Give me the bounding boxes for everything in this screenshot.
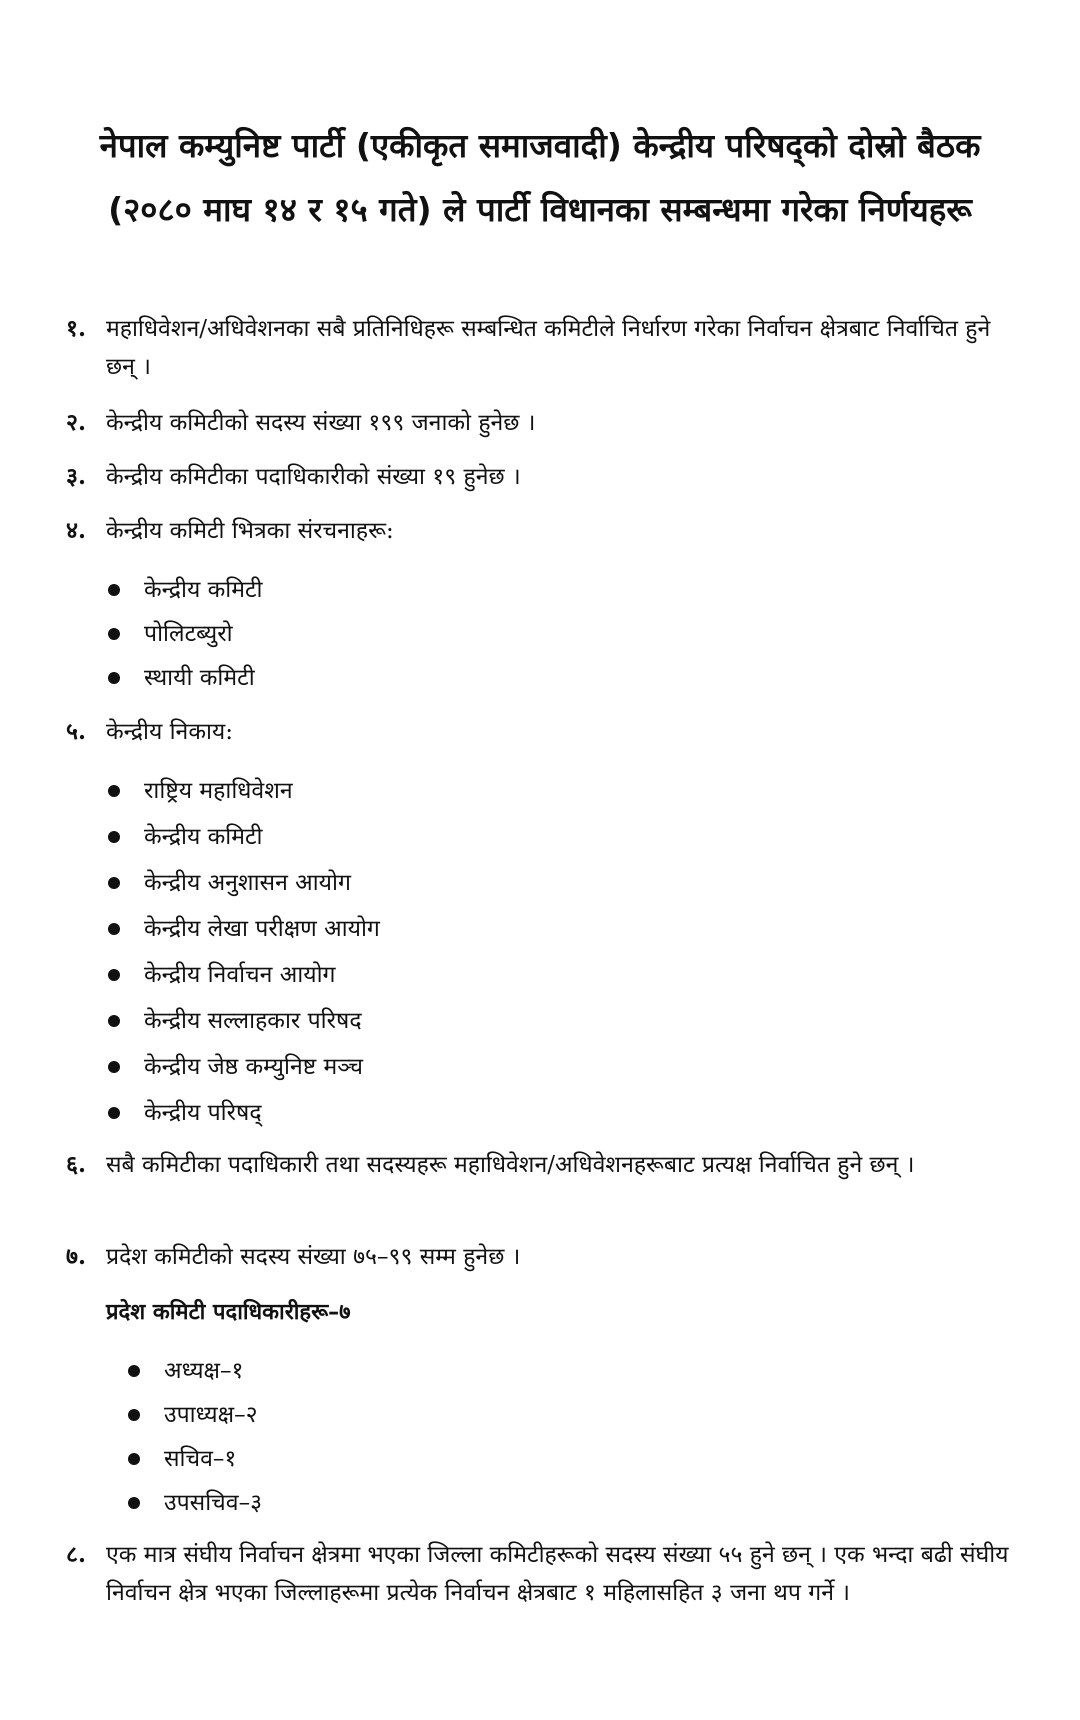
item-text: केन्द्रीय निकाय: [106, 719, 234, 745]
item-number: १. [66, 315, 86, 342]
document-title-line-2: (२०८० माघ १४ र १५ गते) ले पार्टी विधानका सम्बन्धमा गरेका निर्णयहरू [108, 190, 972, 229]
bullet-icon [128, 1365, 140, 1377]
bullet-icon [128, 1497, 140, 1509]
item-number: २. [66, 409, 86, 436]
item-text: केन्द्रीय कमिटीका पदाधिकारीको संख्या १९ हुनेछ । [106, 464, 521, 490]
list-item-text: केन्द्रीय कमिटी [144, 577, 263, 603]
list-item-text: केन्द्रीय निर्वाचन आयोग [144, 962, 336, 988]
list-item-text: उपाध्यक्ष–२ [164, 1402, 258, 1428]
list-item-text: राष्ट्रिय महाधिवेशन [144, 778, 293, 804]
decision-item-6 [66, 1146, 1016, 1184]
list-item-text: केन्द्रीय सल्लाहकार परिषद [144, 1008, 362, 1034]
decision-item-5 [66, 713, 1016, 751]
bullet-icon [108, 969, 120, 981]
bullet-icon [108, 785, 120, 797]
list-item-text: केन्द्रीय लेखा परीक्षण आयोग [144, 916, 380, 942]
item-text: सबै कमिटीका पदाधिकारी तथा सदस्यहरू महाधिवेशन/अधिवेशनहरूबाट प्रत्यक्ष निर्वाचित हुने छन् । [106, 1152, 915, 1178]
item-number: ७. [66, 1243, 86, 1270]
item-text: महाधिवेशन/अधिवेशनका सबै प्रतिनिधिहरू सम्बन्धित कमिटीले निर्धारण गरेका निर्वाचन क्षेत्रबाट निर्वाचित हुने छन् । [106, 316, 991, 380]
decision-item-4 [66, 512, 1016, 550]
list-item-text: केन्द्रीय परिषद् [144, 1100, 262, 1126]
list-item-text: अध्यक्ष–१ [164, 1358, 244, 1384]
bullet-icon [108, 1107, 120, 1119]
item-number: ३. [66, 463, 86, 490]
bullet-icon [108, 1015, 120, 1027]
bullet-icon [108, 877, 120, 889]
bullet-icon [108, 672, 120, 684]
list-item-text: केन्द्रीय अनुशासन आयोग [144, 870, 351, 896]
list-item-text: सचिव–१ [164, 1446, 237, 1472]
decision-item-2 [66, 404, 1016, 442]
item-number: ५. [66, 718, 86, 745]
item-number: ४. [66, 517, 86, 544]
bullet-icon [108, 1061, 120, 1073]
bullet-icon [108, 628, 120, 640]
list-item-text: केन्द्रीय जेष्ठ कम्युनिष्ट मञ्च [144, 1054, 364, 1080]
list-item-text: स्थायी कमिटी [144, 665, 255, 691]
item-text: केन्द्रीय कमिटी भित्रका संरचनाहरू: [106, 518, 394, 544]
decision-item-8 [66, 1536, 1016, 1612]
list-item-text: पोलिटब्युरो [144, 621, 233, 647]
bullet-icon [128, 1453, 140, 1465]
bullet-icon [108, 831, 120, 843]
decision-item-7 [66, 1238, 1016, 1276]
section-subheading: प्रदेश कमिटी पदाधिकारीहरू–७ [106, 1300, 351, 1325]
item-number: ६. [66, 1151, 86, 1178]
item-text: एक मात्र संघीय निर्वाचन क्षेत्रमा भएका जिल्ला कमिटीहरूको सदस्य संख्या ५५ हुने छन् । एक भन्दा बढी संघीय निर्वाचन क्षेत्र भएका जिल्लाहरूमा प्रत्येक निर्वाचन क्षेत्रबाट १ महिलासहित ३ जना थप गर्ने । [106, 1542, 1009, 1606]
document-title-line-1: नेपाल कम्युनिष्ट पार्टी (एकीकृत समाजवादी) केन्द्रीय परिषद्को दोस्रो बैठक [99, 126, 981, 165]
bullet-icon [108, 584, 120, 596]
list-item-text: उपसचिव–३ [164, 1490, 263, 1516]
item-number: ८. [66, 1541, 86, 1568]
list-item-text: केन्द्रीय कमिटी [144, 824, 263, 850]
decision-item-1 [66, 310, 1016, 386]
decision-item-3 [66, 458, 1016, 496]
bullet-icon [128, 1409, 140, 1421]
bullet-icon [108, 923, 120, 935]
item-text: केन्द्रीय कमिटीको सदस्य संख्या १९९ जनाको हुनेछ । [106, 410, 536, 436]
item-text: प्रदेश कमिटीको सदस्य संख्या ७५–९९ सम्म हुनेछ । [106, 1244, 521, 1270]
